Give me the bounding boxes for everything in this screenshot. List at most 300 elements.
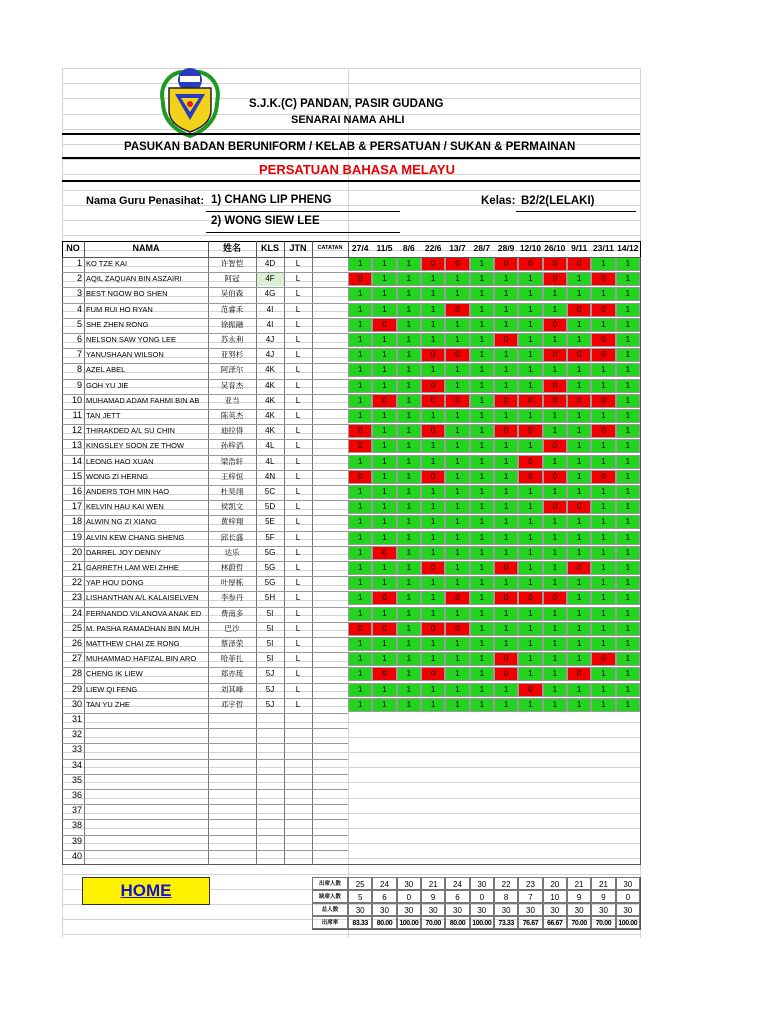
kelas-value: B2/2(LELAKI) bbox=[521, 195, 595, 207]
attendance-cell: 0 bbox=[591, 424, 615, 438]
attendance-cell: 1 bbox=[397, 409, 421, 423]
attendance-cell: 0 bbox=[494, 591, 518, 605]
attendance-cell: 1 bbox=[421, 637, 445, 651]
attendance-cell: 1 bbox=[494, 683, 518, 697]
student-chinese-name: 杜昊翊 bbox=[220, 487, 244, 496]
attendance-cell: 1 bbox=[494, 439, 518, 453]
attendance-cell: 1 bbox=[348, 394, 372, 408]
attendance-cell: 1 bbox=[470, 257, 494, 271]
summary-value: 9 bbox=[591, 890, 615, 903]
summary-value: 25 bbox=[348, 877, 372, 890]
row-number: 8 bbox=[76, 364, 82, 375]
student-name: LISHANTHAN A/L KALAISELVEN bbox=[86, 593, 199, 603]
attendance-cell: 1 bbox=[518, 287, 542, 301]
attendance-cell: 1 bbox=[616, 409, 640, 423]
attendance-cell: 1 bbox=[348, 500, 372, 514]
row-line bbox=[62, 713, 348, 714]
attendance-cell: 1 bbox=[518, 318, 542, 332]
date-header: 9/11 bbox=[571, 243, 588, 253]
attendance-cell: 1 bbox=[591, 515, 615, 529]
attendance-cell: 1 bbox=[567, 546, 591, 560]
student-class: 5I bbox=[266, 654, 274, 664]
attendance-cell: 1 bbox=[616, 485, 640, 499]
attendance-cell: 1 bbox=[445, 667, 469, 681]
attendance-cell: 1 bbox=[518, 333, 542, 347]
student-class: 5C bbox=[264, 487, 276, 496]
attendance-cell: 0 bbox=[348, 439, 372, 453]
attendance-cell: 1 bbox=[348, 683, 372, 697]
student-chinese-name: 林蔚哲 bbox=[220, 563, 244, 572]
attendance-cell: 1 bbox=[470, 318, 494, 332]
student-class: 5I bbox=[266, 639, 274, 648]
student-gender: L bbox=[295, 274, 301, 284]
attendance-cell: 1 bbox=[397, 667, 421, 681]
header-divider bbox=[62, 133, 640, 135]
summary-value: 76.67 bbox=[518, 916, 542, 929]
attendance-cell: 1 bbox=[372, 257, 396, 271]
row-line bbox=[62, 667, 348, 668]
attendance-cell: 1 bbox=[421, 576, 445, 590]
attendance-cell: 1 bbox=[567, 485, 591, 499]
summary-value: 30 bbox=[518, 903, 542, 916]
attendance-cell: 1 bbox=[397, 394, 421, 408]
attendance-cell: 0 bbox=[543, 379, 567, 393]
attendance-cell: 1 bbox=[567, 470, 591, 484]
attendance-cell: 1 bbox=[494, 576, 518, 590]
attendance-cell: 1 bbox=[543, 333, 567, 347]
attendance-cell: 1 bbox=[470, 622, 494, 636]
row-line bbox=[62, 774, 348, 775]
attendance-cell: 1 bbox=[616, 546, 640, 560]
student-chinese-name: 邓宇哲 bbox=[220, 699, 244, 709]
row-line bbox=[62, 515, 348, 516]
row-number: 13 bbox=[71, 440, 82, 451]
row-line bbox=[62, 607, 348, 608]
header-kls: KLS bbox=[261, 243, 279, 253]
attendance-cell: 1 bbox=[372, 531, 396, 545]
student-name: MATTHEW CHAI ZE RONG bbox=[86, 639, 180, 648]
attendance-cell: 0 bbox=[421, 622, 445, 636]
attendance-cell: 1 bbox=[397, 470, 421, 484]
school-logo bbox=[155, 66, 225, 138]
attendance-cell: 1 bbox=[494, 363, 518, 377]
attendance-cell: 1 bbox=[518, 698, 542, 712]
attendance-cell: 1 bbox=[470, 485, 494, 499]
attendance-cell: 0 bbox=[445, 257, 469, 271]
attendance-cell: 0 bbox=[591, 470, 615, 484]
student-chinese-name: 李参丹 bbox=[220, 593, 244, 603]
row-line bbox=[62, 804, 348, 805]
summary-value: 10 bbox=[543, 890, 567, 903]
attendance-cell: 1 bbox=[567, 652, 591, 666]
student-class: 4K bbox=[265, 395, 275, 405]
attendance-cell: 1 bbox=[348, 485, 372, 499]
attendance-cell: 1 bbox=[567, 531, 591, 545]
student-class: 5G bbox=[264, 547, 276, 557]
attendance-cell: 0 bbox=[518, 424, 542, 438]
student-gender: L bbox=[295, 532, 301, 542]
student-class: 4F bbox=[256, 272, 284, 286]
attendance-cell: 1 bbox=[445, 439, 469, 453]
attendance-cell: 1 bbox=[470, 470, 494, 484]
attendance-cell: 1 bbox=[445, 515, 469, 529]
student-gender: L bbox=[295, 289, 301, 299]
student-gender: L bbox=[295, 547, 301, 557]
attendance-cell: 1 bbox=[470, 500, 494, 514]
attendance-cell: 0 bbox=[494, 333, 518, 347]
attendance-cell: 1 bbox=[543, 698, 567, 712]
row-number: 38 bbox=[71, 820, 82, 831]
attendance-cell: 1 bbox=[567, 637, 591, 651]
attendance-cell: 1 bbox=[421, 546, 445, 560]
attendance-cell: 1 bbox=[616, 424, 640, 438]
attendance-cell: 1 bbox=[543, 287, 567, 301]
attendance-cell: 1 bbox=[567, 379, 591, 393]
attendance-cell: 1 bbox=[421, 272, 445, 286]
attendance-cell: 1 bbox=[616, 287, 640, 301]
attendance-cell: 1 bbox=[445, 379, 469, 393]
attendance-cell: 1 bbox=[616, 470, 640, 484]
attendance-cell: 1 bbox=[445, 485, 469, 499]
club-name: PERSATUAN BAHASA MELAYU bbox=[259, 162, 455, 177]
attendance-cell: 1 bbox=[372, 683, 396, 697]
attendance-cell: 1 bbox=[616, 394, 640, 408]
attendance-cell: 1 bbox=[518, 303, 542, 317]
attendance-cell: 1 bbox=[567, 439, 591, 453]
attendance-cell: 1 bbox=[616, 363, 640, 377]
attendance-cell: 0 bbox=[567, 257, 591, 271]
attendance-cell: 1 bbox=[470, 607, 494, 621]
attendance-cell: 1 bbox=[494, 698, 518, 712]
attendance-cell: 0 bbox=[494, 424, 518, 438]
summary-value: 20 bbox=[543, 877, 567, 890]
student-name: TAN YU ZHE bbox=[86, 699, 130, 709]
club-divider bbox=[62, 180, 640, 182]
attendance-cell: 1 bbox=[348, 591, 372, 605]
attendance-cell: 1 bbox=[397, 318, 421, 332]
attendance-cell: 0 bbox=[348, 272, 372, 286]
header-jtn: JTN bbox=[289, 243, 307, 253]
attendance-cell: 0 bbox=[421, 424, 445, 438]
attendance-cell: 1 bbox=[348, 576, 372, 590]
summary-label: 缺席人数 bbox=[312, 890, 348, 903]
attendance-cell: 1 bbox=[518, 652, 542, 666]
row-number: 32 bbox=[71, 729, 82, 740]
summary-label: 出席率 bbox=[312, 916, 348, 929]
attendance-cell: 1 bbox=[494, 303, 518, 317]
row-number: 30 bbox=[71, 698, 82, 709]
summary-value: 30 bbox=[494, 903, 518, 916]
summary-value: 30 bbox=[470, 877, 494, 890]
attendance-cell: 1 bbox=[421, 531, 445, 545]
attendance-cell: 1 bbox=[543, 363, 567, 377]
attendance-cell: 1 bbox=[397, 363, 421, 377]
attendance-cell: 1 bbox=[616, 439, 640, 453]
student-name: ANDERS TOH MIN HAO bbox=[86, 487, 170, 496]
attendance-cell: 1 bbox=[421, 439, 445, 453]
attendance-cell: 1 bbox=[616, 591, 640, 605]
attendance-cell: 1 bbox=[494, 637, 518, 651]
header-col-line bbox=[312, 241, 313, 258]
student-name: AZEL ABEL bbox=[86, 365, 126, 375]
attendance-cell: 1 bbox=[372, 637, 396, 651]
attendance-cell: 1 bbox=[348, 455, 372, 469]
attendance-cell: 1 bbox=[445, 607, 469, 621]
row-line bbox=[62, 759, 348, 760]
gridline-h bbox=[62, 129, 640, 130]
student-name: FUM RUI HO RYAN bbox=[86, 304, 153, 314]
row-number: 35 bbox=[71, 774, 82, 785]
student-chinese-name: 达乐 bbox=[224, 547, 240, 557]
attendance-cell: 1 bbox=[616, 622, 640, 636]
attendance-cell: 1 bbox=[397, 652, 421, 666]
teacher-underline bbox=[206, 211, 400, 212]
attendance-cell: 1 bbox=[470, 698, 494, 712]
attendance-cell: 1 bbox=[397, 485, 421, 499]
attendance-cell: 1 bbox=[591, 500, 615, 514]
summary-value: 30 bbox=[372, 903, 396, 916]
student-name: AQIL ZAQUAN BIN ASZAIRI bbox=[86, 274, 182, 284]
summary-value: 100.00 bbox=[470, 916, 494, 929]
student-gender: L bbox=[295, 411, 301, 420]
attendance-cell: 1 bbox=[518, 500, 542, 514]
summary-value: 30 bbox=[348, 903, 372, 916]
attendance-cell: 1 bbox=[372, 409, 396, 423]
summary-value: 21 bbox=[567, 877, 591, 890]
attendance-cell: 1 bbox=[567, 409, 591, 423]
attendance-cell: 0 bbox=[372, 318, 396, 332]
attendance-cell: 0 bbox=[518, 591, 542, 605]
student-class: 5E bbox=[265, 517, 275, 527]
attendance-cell: 1 bbox=[397, 348, 421, 362]
attendance-cell: 0 bbox=[518, 455, 542, 469]
attendance-cell: 1 bbox=[616, 652, 640, 666]
attendance-cell: 1 bbox=[616, 561, 640, 575]
row-number: 7 bbox=[76, 349, 82, 360]
attendance-cell: 1 bbox=[397, 303, 421, 317]
attendance-cell: 1 bbox=[348, 303, 372, 317]
attendance-cell: 1 bbox=[348, 607, 372, 621]
attendance-cell: 1 bbox=[470, 379, 494, 393]
row-line bbox=[62, 318, 348, 319]
row-number: 21 bbox=[71, 562, 82, 572]
student-name: YANUSHAAN WILSON bbox=[86, 350, 164, 360]
attendance-cell: 1 bbox=[421, 683, 445, 697]
row-line bbox=[62, 850, 348, 851]
attendance-cell: 1 bbox=[591, 439, 615, 453]
student-chinese-name: 阿泽尔 bbox=[220, 365, 244, 375]
row-number: 22 bbox=[71, 577, 82, 588]
student-gender: L bbox=[295, 654, 301, 664]
attendance-cell: 1 bbox=[616, 303, 640, 317]
attendance-cell: 1 bbox=[494, 607, 518, 621]
attendance-cell: 0 bbox=[518, 394, 542, 408]
row-line bbox=[62, 652, 348, 653]
row-line bbox=[62, 728, 348, 729]
attendance-cell: 0 bbox=[567, 303, 591, 317]
student-gender: L bbox=[295, 639, 301, 648]
attendance-cell: 1 bbox=[567, 591, 591, 605]
row-line bbox=[62, 835, 348, 836]
row-line bbox=[62, 424, 348, 425]
attendance-cell: 1 bbox=[543, 409, 567, 423]
home-button[interactable]: HOME bbox=[82, 877, 210, 905]
attendance-cell: 0 bbox=[348, 470, 372, 484]
list-subtitle: SENARAI NAMA AHLI bbox=[291, 114, 405, 126]
row-line bbox=[62, 622, 348, 623]
attendance-cell: 1 bbox=[397, 607, 421, 621]
student-class: 5H bbox=[264, 593, 276, 603]
attendance-cell: 1 bbox=[518, 363, 542, 377]
attendance-cell: 1 bbox=[616, 348, 640, 362]
attendance-cell: 1 bbox=[397, 515, 421, 529]
attendance-cell: 1 bbox=[470, 394, 494, 408]
attendance-cell: 1 bbox=[372, 698, 396, 712]
attendance-cell: 1 bbox=[397, 546, 421, 560]
student-name: NELSON SAW YONG LEE bbox=[86, 335, 177, 344]
student-gender: L bbox=[295, 471, 301, 481]
attendance-cell: 1 bbox=[348, 561, 372, 575]
teacher-2: 2) WONG SIEW LEE bbox=[211, 215, 320, 227]
attendance-cell: 0 bbox=[421, 379, 445, 393]
attendance-cell: 1 bbox=[567, 683, 591, 697]
summary-value: 70.00 bbox=[421, 916, 445, 929]
attendance-cell: 0 bbox=[421, 257, 445, 271]
attendance-cell: 1 bbox=[591, 287, 615, 301]
attendance-cell: 1 bbox=[421, 500, 445, 514]
row-number: 17 bbox=[71, 501, 82, 512]
teacher-underline-2 bbox=[206, 232, 400, 233]
attendance-cell: 1 bbox=[397, 637, 421, 651]
attendance-cell: 1 bbox=[616, 607, 640, 621]
attendance-cell: 1 bbox=[518, 515, 542, 529]
summary-value: 73.33 bbox=[494, 916, 518, 929]
row-line bbox=[62, 348, 348, 349]
student-gender: L bbox=[295, 684, 301, 694]
attendance-cell: 0 bbox=[591, 333, 615, 347]
attendance-cell: 1 bbox=[445, 531, 469, 545]
attendance-cell: 1 bbox=[567, 622, 591, 636]
attendance-cell: 1 bbox=[494, 515, 518, 529]
student-class: 5G bbox=[264, 578, 276, 588]
attendance-cell: 1 bbox=[445, 470, 469, 484]
attendance-cell: 1 bbox=[470, 683, 494, 697]
date-header: 27/4 bbox=[351, 243, 369, 253]
advisor-label: Nama Guru Penasihat: bbox=[86, 195, 204, 207]
attendance-cell: 0 bbox=[518, 470, 542, 484]
attendance-cell: 1 bbox=[591, 607, 615, 621]
attendance-cell: 1 bbox=[591, 379, 615, 393]
attendance-cell: 1 bbox=[591, 409, 615, 423]
attendance-cell: 1 bbox=[348, 333, 372, 347]
summary-value: 6 bbox=[372, 890, 396, 903]
attendance-cell: 1 bbox=[616, 576, 640, 590]
row-number: 37 bbox=[71, 805, 82, 816]
attendance-cell: 1 bbox=[372, 348, 396, 362]
attendance-cell: 1 bbox=[397, 439, 421, 453]
attendance-cell: 1 bbox=[397, 257, 421, 271]
attendance-cell: 1 bbox=[445, 455, 469, 469]
student-class: 4I bbox=[266, 304, 274, 314]
attendance-cell: 1 bbox=[543, 667, 567, 681]
student-class: 4L bbox=[265, 456, 275, 466]
attendance-cell: 0 bbox=[372, 591, 396, 605]
student-chinese-name: 吴育杰 bbox=[220, 380, 244, 390]
gridline-h bbox=[62, 874, 640, 875]
student-name: LIEW QI FENG bbox=[86, 684, 138, 694]
row-number: 3 bbox=[76, 288, 82, 299]
gridline-h bbox=[62, 934, 640, 935]
attendance-cell: 1 bbox=[470, 348, 494, 362]
student-name: MUHAMMAD HAFIZAL BIN ARO bbox=[86, 654, 197, 664]
student-class: 5F bbox=[265, 532, 275, 542]
summary-value: 70.00 bbox=[567, 916, 591, 929]
attendance-cell: 1 bbox=[372, 607, 396, 621]
student-gender: L bbox=[295, 517, 301, 527]
kelas-label: Kelas: bbox=[481, 195, 516, 207]
attendance-cell: 1 bbox=[567, 272, 591, 286]
attendance-cell: 0 bbox=[543, 591, 567, 605]
attendance-cell: 0 bbox=[567, 561, 591, 575]
attendance-cell: 1 bbox=[470, 424, 494, 438]
row-line bbox=[62, 743, 348, 744]
attendance-cell: 1 bbox=[372, 287, 396, 301]
student-class: 5I bbox=[266, 608, 274, 618]
attendance-cell: 1 bbox=[518, 439, 542, 453]
attendance-cell: 1 bbox=[397, 455, 421, 469]
gridline-h bbox=[62, 159, 640, 160]
summary-value: 66.67 bbox=[543, 916, 567, 929]
attendance-cell: 1 bbox=[616, 698, 640, 712]
row-number: 34 bbox=[71, 759, 82, 770]
attendance-cell: 0 bbox=[421, 470, 445, 484]
attendance-cell: 1 bbox=[445, 683, 469, 697]
student-name: YAP HOU DONG bbox=[86, 578, 144, 588]
student-chinese-name: 陈英杰 bbox=[220, 411, 244, 420]
attendance-cell: 1 bbox=[421, 287, 445, 301]
row-number: 10 bbox=[71, 394, 82, 405]
gridline-h bbox=[62, 235, 640, 236]
student-name: MUHAMAD ADAM FAHMI BIN AB bbox=[86, 395, 200, 405]
student-class: 4J bbox=[265, 335, 275, 344]
row-number: 12 bbox=[71, 425, 82, 436]
summary-value: 0 bbox=[616, 890, 640, 903]
attendance-cell: 1 bbox=[470, 591, 494, 605]
attendance-cell: 1 bbox=[616, 637, 640, 651]
attendance-cell: 1 bbox=[348, 546, 372, 560]
student-gender: L bbox=[295, 259, 301, 268]
row-line bbox=[62, 546, 348, 547]
summary-value: 5 bbox=[348, 890, 372, 903]
student-chinese-name: 范睿禾 bbox=[220, 304, 244, 314]
attendance-cell: 0 bbox=[567, 394, 591, 408]
attendance-cell: 1 bbox=[591, 637, 615, 651]
row-number: 4 bbox=[76, 303, 82, 314]
row-number: 36 bbox=[71, 790, 82, 800]
student-class: 5J bbox=[265, 699, 275, 709]
summary-value: 0 bbox=[397, 890, 421, 903]
summary-value: 22 bbox=[494, 877, 518, 890]
attendance-cell: 1 bbox=[372, 652, 396, 666]
attendance-cell: 0 bbox=[494, 257, 518, 271]
row-line bbox=[62, 303, 348, 304]
attendance-cell: 1 bbox=[348, 698, 372, 712]
header-catatan: CATATAN bbox=[317, 245, 343, 251]
header-col-line bbox=[348, 241, 349, 258]
attendance-cell: 1 bbox=[494, 470, 518, 484]
attendance-cell: 1 bbox=[591, 576, 615, 590]
student-gender: L bbox=[295, 350, 301, 360]
